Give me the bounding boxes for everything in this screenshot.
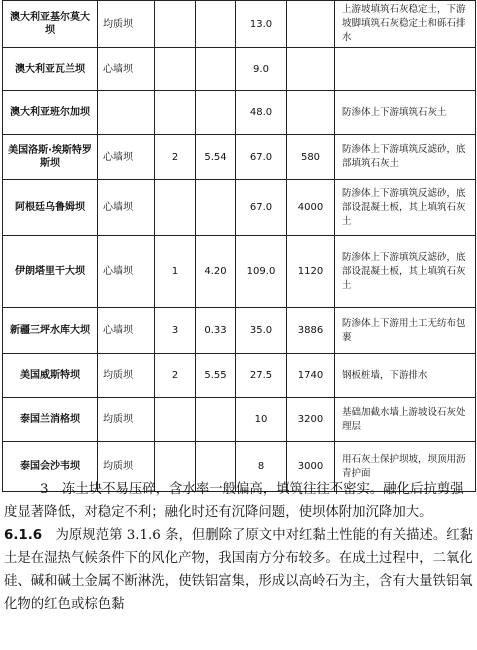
dam-height: 48.0 bbox=[236, 91, 287, 135]
dam-type: 心墙坝 bbox=[98, 135, 155, 180]
col-6-value: 3886 bbox=[287, 308, 335, 354]
dam-type: 均质坝 bbox=[98, 442, 155, 492]
col-3-value bbox=[155, 91, 196, 135]
dam-type: 均质坝 bbox=[98, 1, 155, 48]
dam-height: 9.0 bbox=[236, 48, 287, 91]
dam-height: 27.5 bbox=[236, 354, 287, 398]
col-6-value: 3200 bbox=[287, 398, 335, 442]
table-row bbox=[3, 236, 476, 308]
table-row bbox=[3, 180, 476, 236]
dam-height: 35.0 bbox=[236, 308, 287, 354]
dam-type: 心墙坝 bbox=[98, 48, 155, 91]
table-row bbox=[3, 308, 476, 354]
dam-height: 67.0 bbox=[236, 135, 287, 180]
dam-type: 均质坝 bbox=[98, 354, 155, 398]
dam-height: 67.0 bbox=[236, 180, 287, 236]
col-3-value bbox=[155, 398, 196, 442]
col-6-value: 4000 bbox=[287, 180, 335, 236]
treatment-measure: 防渗体上下游填筑反滤砂，底部填筑石灰土 bbox=[335, 135, 476, 180]
col-6-value: 1120 bbox=[287, 236, 335, 308]
section-body: 为原规范第 3.1.6 条，但删除了原文中对红黏土性能的有关描述。红黏土是在湿热气候条件下的风化产物，我国南方分布较多。在成土过程中，二氧化硅、碱和碱土金属不断淋洗，使铁铝富集，形成以高岭石为主，含有大量铁铝氧化物的红色或棕色黏 bbox=[4, 528, 474, 612]
treatment-measure bbox=[335, 48, 476, 91]
treatment-measure: 基础加截水墙上游坡设石灰处理层 bbox=[335, 398, 476, 442]
dam-height: 13.0 bbox=[236, 1, 287, 48]
treatment-measure: 用石灰土保护坝坡，坝顶用沥青护面 bbox=[335, 442, 476, 492]
dam-name: 美国洛斯·埃斯特罗斯坝 bbox=[3, 135, 98, 180]
dam-name: 澳大利亚瓦兰坝 bbox=[3, 48, 98, 91]
treatment-measure: 防渗体上下游填筑石灰土 bbox=[335, 91, 476, 135]
col-4-value: 4.20 bbox=[196, 236, 236, 308]
section-number: 6.1.6 bbox=[4, 528, 43, 543]
col-3-value: 2 bbox=[155, 354, 196, 398]
col-3-value bbox=[155, 180, 196, 236]
col-6-value bbox=[287, 48, 335, 91]
dam-height: 8 bbox=[236, 442, 287, 492]
dam-name: 澳大利亚班尔加坝 bbox=[3, 91, 98, 135]
table-row bbox=[3, 354, 476, 398]
col-3-value bbox=[155, 48, 196, 91]
section-6-1-6 bbox=[4, 524, 474, 616]
dam-name: 澳大利亚基尔莫大坝 bbox=[3, 1, 98, 48]
col-3-value bbox=[155, 1, 196, 48]
col-6-value bbox=[287, 1, 335, 48]
col-6-value: 1740 bbox=[287, 354, 335, 398]
col-6-value: 580 bbox=[287, 135, 335, 180]
col-3-value: 1 bbox=[155, 236, 196, 308]
col-4-value bbox=[196, 180, 236, 236]
dam-type bbox=[98, 91, 155, 135]
treatment-measure: 防渗体上下游填筑反滤砂，底部设混凝土板，其上填筑石灰土 bbox=[335, 180, 476, 236]
table-row bbox=[3, 1, 476, 48]
paragraph-3: 3 冻土块不易压碎，含水率一般偏高，填筑往往不密实。融化后抗剪强度显著降低，对稳定不利；融化时还有沉降问题，使坝体附加沉降加大。 bbox=[4, 482, 464, 520]
dam-type: 心墙坝 bbox=[98, 236, 155, 308]
table-row bbox=[3, 91, 476, 135]
treatment-measure: 防渗体上下游用土工无纺布包裹 bbox=[335, 308, 476, 354]
col-4-value bbox=[196, 398, 236, 442]
body-text bbox=[4, 478, 474, 616]
col-6-value: 3000 bbox=[287, 442, 335, 492]
table-row bbox=[3, 48, 476, 91]
dam-height: 109.0 bbox=[236, 236, 287, 308]
col-4-value: 5.55 bbox=[196, 354, 236, 398]
dam-name: 美国威斯特坝 bbox=[3, 354, 98, 398]
dam-type: 心墙坝 bbox=[98, 180, 155, 236]
col-3-value: 3 bbox=[155, 308, 196, 354]
col-4-value: 0.33 bbox=[196, 308, 236, 354]
col-4-value bbox=[196, 1, 236, 48]
col-4-value bbox=[196, 91, 236, 135]
col-6-value bbox=[287, 91, 335, 135]
col-4-value bbox=[196, 48, 236, 91]
col-4-value: 5.54 bbox=[196, 135, 236, 180]
treatment-measure: 钢板桩墙，下游排水 bbox=[335, 354, 476, 398]
dam-name: 伊朗塔里干大坝 bbox=[3, 236, 98, 308]
treatment-measure: 上游坡填筑石灰稳定土，下游坡脚填筑石灰稳定土和砾石排水 bbox=[335, 1, 476, 48]
dam-table bbox=[2, 0, 476, 492]
dam-type: 均质坝 bbox=[98, 398, 155, 442]
table-row bbox=[3, 135, 476, 180]
col-3-value: 2 bbox=[155, 135, 196, 180]
table-row bbox=[3, 398, 476, 442]
treatment-measure: 防渗体上下游填筑反滤砂，底部设混凝土板，其上填筑石灰土 bbox=[335, 236, 476, 308]
dam-type: 心墙坝 bbox=[98, 308, 155, 354]
dam-height: 10 bbox=[236, 398, 287, 442]
dam-name: 泰国兰消格坝 bbox=[3, 398, 98, 442]
dam-name: 新疆三坪水库大坝 bbox=[3, 308, 98, 354]
dam-name: 泰国会沙韦坝 bbox=[3, 442, 98, 492]
dam-name: 阿根廷乌鲁姆坝 bbox=[3, 180, 98, 236]
